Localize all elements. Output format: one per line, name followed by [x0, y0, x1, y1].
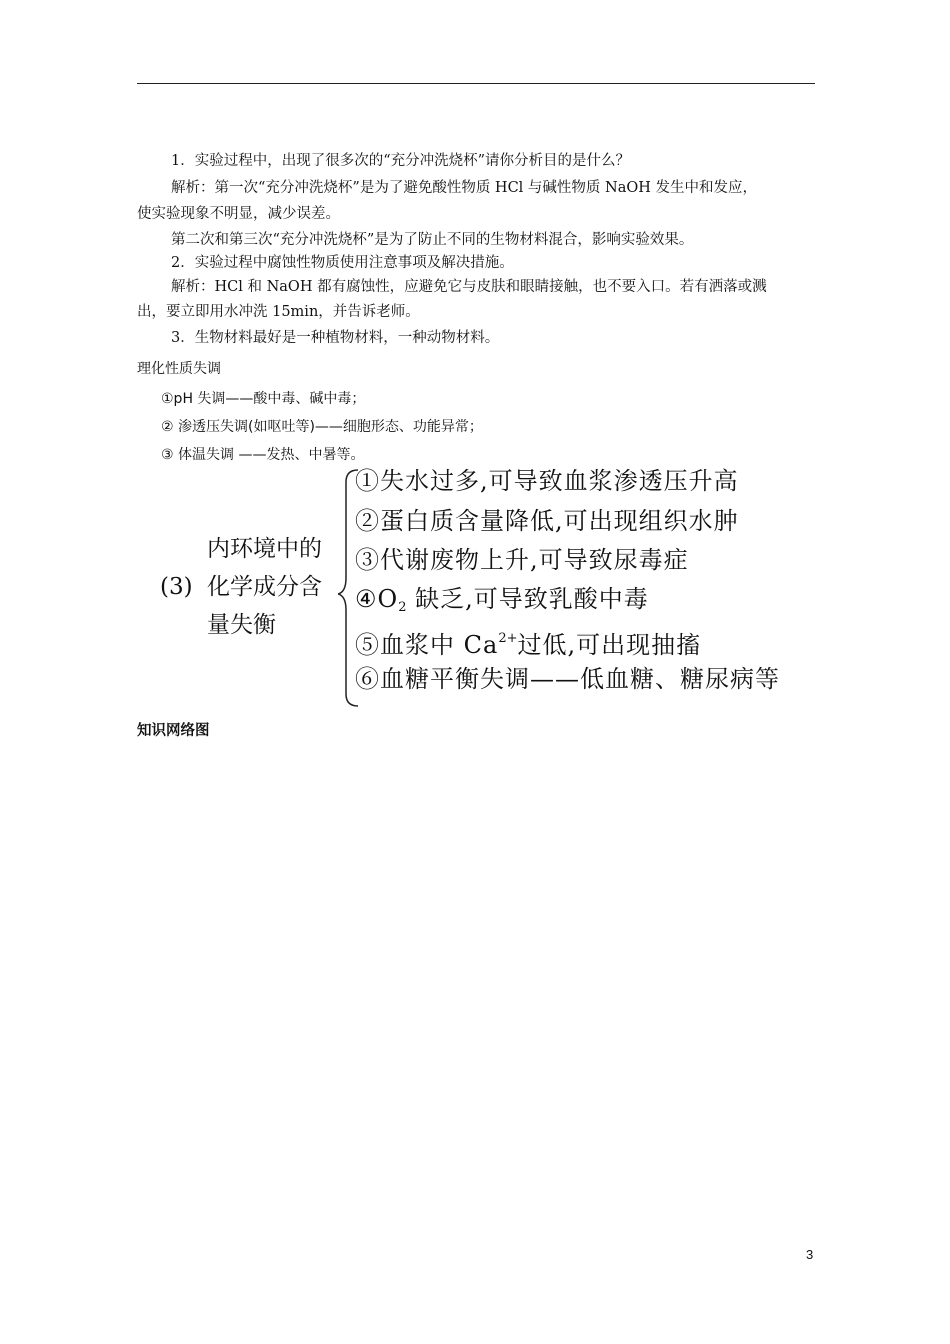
answer-1-line-3: 第二次和第三次“充分冲洗烧杯”是为了防止不同的生物材料混合，影响实验效果。 [171, 232, 694, 248]
diagram-label-line-1: 内环境中的 [207, 536, 322, 562]
answer-2-line-2: 出，要立即用水冲洗 15min，并告诉老师。 [137, 304, 420, 320]
diagram-item-5-text-a: ⑤血浆中 Ca [355, 631, 499, 659]
diagram-item-5-text-b: 过低,可出现抽搐 [517, 631, 702, 659]
diagram-item-5-superscript: 2+ [498, 631, 518, 646]
diagram-label-line-3: 量失衡 [207, 612, 276, 638]
diagram-item-2: ②蛋白质含量降低,可出现组织水肿 [355, 507, 739, 535]
section-item-ph: ①pH 失调——酸中毒、碱中毒； [161, 391, 366, 407]
answer-1-line-1: 解析：第一次“充分冲洗烧杯”是为了避免酸性物质 HCl 与碱性物质 NaOH 发生中和发应， [171, 180, 758, 196]
question-2: 2．实验过程中腐蚀性物质使用注意事项及解决措施。 [171, 255, 514, 271]
question-1: 1．实验过程中，出现了很多次的“充分冲洗烧杯”请你分析目的是什么？ [171, 153, 631, 169]
imbalance-diagram [150, 462, 830, 712]
answer-1-line-2: 使实验现象不明显，减少误差。 [137, 206, 340, 222]
diagram-item-5 [355, 624, 701, 660]
section-item-osmotic: ② 渗透压失调(如呕吐等)——细胞形态、功能异常； [161, 419, 483, 435]
question-3: 3．生物材料最好是一种植物材料，一种动物材料。 [171, 330, 500, 346]
header-rule [137, 83, 815, 84]
diagram-item-4-text-b: 缺乏,可导致乳酸中毒 [406, 585, 649, 613]
diagram-label-prefix: (3) [160, 574, 193, 600]
diagram-label-line-2: 化学成分含 [207, 574, 322, 600]
diagram-item-4 [355, 584, 649, 623]
page-number: 3 [806, 1247, 814, 1262]
diagram-item-4-subscript: 2 [398, 600, 407, 615]
section-item-temperature: ③ 体温失调 ——发热、中暑等。 [161, 447, 365, 463]
diagram-item-1: ①失水过多,可导致血浆渗透压升高 [355, 467, 739, 495]
knowledge-network-heading: 知识网络图 [137, 723, 210, 739]
section-title: 理化性质失调 [137, 361, 221, 377]
diagram-item-3: ③代谢废物上升,可导致尿毒症 [355, 546, 689, 574]
diagram-item-6: ⑥血糖平衡失调——低血糖、糖尿病等 [355, 665, 780, 693]
answer-2-line-1: 解析：HCl 和 NaOH 都有腐蚀性，应避免它与皮肤和眼睛接触，也不要入口。若有洒落或溅 [171, 279, 767, 295]
diagram-item-4-text-a: ④O [355, 585, 399, 613]
